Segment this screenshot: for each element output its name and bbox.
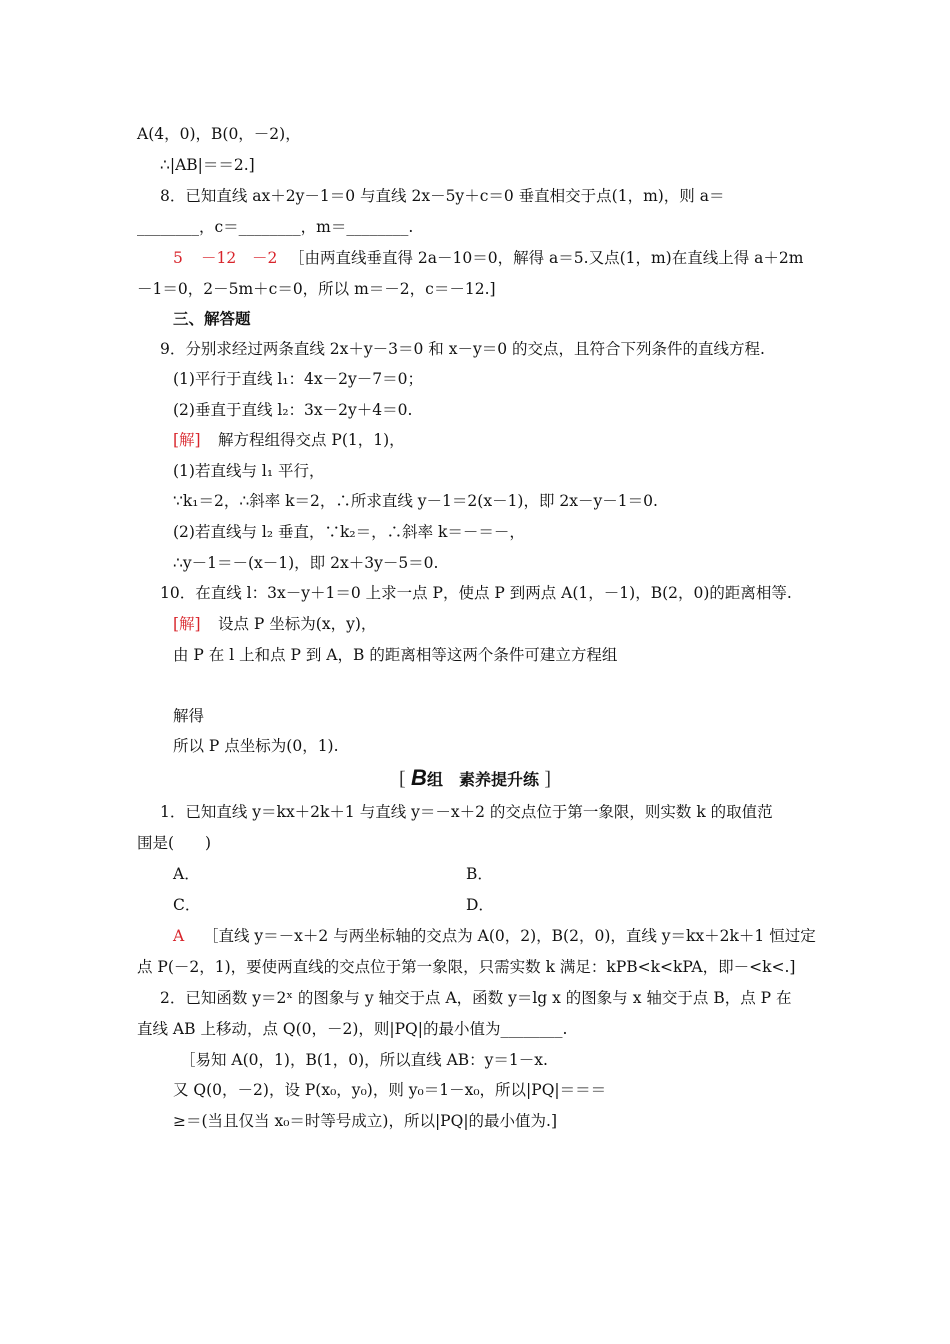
text-line: B． bbox=[466, 865, 493, 883]
section-banner bbox=[0, 766, 950, 792]
text-line: 解方程组得交点 P(1，1)， bbox=[218, 431, 405, 449]
text-line: 10．在直线 l：3x－y＋1＝0 上求一点 P，使点 P 到两点 A(1，－1)，B(2，0)的距离相等. bbox=[160, 584, 792, 602]
text-line: ________，c＝________，m＝________. bbox=[137, 218, 414, 236]
text-line: 1．已知直线 y＝kx＋2k＋1 与直线 y＝－x＋2 的交点位于第一象限，则实数 k 的取值范 bbox=[160, 803, 773, 821]
text-line: 三、解答题 bbox=[173, 310, 251, 328]
text-line: ∴y－1＝－(x－1)，即 2x＋3y－5＝0. bbox=[173, 554, 439, 572]
text-line: D． bbox=[466, 896, 494, 914]
text-line: A(4，0)，B(0，－2)， bbox=[137, 125, 301, 143]
text-line: ［易知 A(0，1)，B(1，0)，所以直线 AB：y＝1－x. bbox=[180, 1051, 548, 1069]
text-line: A． bbox=[173, 865, 200, 883]
text-line: －1＝0，2－5m＋c＝0，所以 m＝－2，c＝－12.] bbox=[137, 280, 496, 298]
banner-b-mark: B bbox=[411, 765, 427, 790]
text-line: ∴|AB|＝＝2.] bbox=[160, 156, 255, 174]
text-line: (1)平行于直线 l₁：4x－2y－7＝0； bbox=[173, 370, 423, 388]
text-line: ∵k₁＝2，∴斜率 k＝2，∴所求直线 y－1＝2(x－1)，即 2x－y－1＝0. bbox=[173, 492, 658, 510]
answer-mark: [解] bbox=[173, 431, 201, 449]
text-line: 直线 AB 上移动，点 Q(0，－2)，则|PQ|的最小值为________. bbox=[137, 1020, 568, 1038]
text-line: 由 P 在 l 上和点 P 到 A，B 的距离相等这两个条件可建立方程组 bbox=[173, 646, 618, 664]
text-line: 点 P(－2，1)，要使两直线的交点位于第一象限，只需实数 k 满足：kPB<k<kPA，即－<k<.] bbox=[137, 958, 796, 976]
text-line: (2)垂直于直线 l₂：3x－2y＋4＝0. bbox=[173, 401, 413, 419]
text-line: ［直线 y＝－x＋2 与两坐标轴的交点为 A(0，2)，B(2，0)，直线 y＝kx＋2k＋1 恒过定 bbox=[203, 927, 816, 945]
text-line: ［由两直线垂直得 2a－10＝0，解得 a＝5.又点(1，m)在直线上得 a＋2m bbox=[289, 249, 804, 267]
text-line: 解得 bbox=[173, 707, 205, 725]
banner-close-bracket: ] bbox=[544, 768, 552, 790]
banner-title: 组 素养提升练 bbox=[426, 770, 539, 789]
answer-mark: 5 bbox=[173, 249, 183, 267]
text-line: (1)若直线与 l₁ 平行， bbox=[173, 462, 325, 480]
text-line: 设点 P 坐标为(x，y)， bbox=[218, 615, 377, 633]
text-line: (2)若直线与 l₂ 垂直，∵k₂＝，∴斜率 k＝－＝－， bbox=[173, 523, 525, 541]
text-line: 围是( ) bbox=[137, 834, 212, 852]
text-line: 所以 P 点坐标为(0，1). bbox=[173, 737, 339, 755]
text-line: ≥＝(当且仅当 x₀＝时等号成立)，所以|PQ|的最小值为.] bbox=[173, 1112, 558, 1130]
text-line: 9．分别求经过两条直线 2x＋y－3＝0 和 x－y＝0 的交点，且符合下列条件的直线方程. bbox=[160, 340, 765, 358]
answer-mark: A bbox=[173, 927, 185, 945]
text-line: 8．已知直线 ax＋2y－1＝0 与直线 2x－5y＋c＝0 垂直相交于点(1，m)，则 a＝ bbox=[160, 187, 725, 205]
answer-mark: －2 bbox=[252, 249, 278, 267]
text-line: 2．已知函数 y＝2ˣ 的图象与 y 轴交于点 A，函数 y＝lg x 的图象与 x 轴交于点 B，点 P 在 bbox=[160, 989, 792, 1007]
answer-mark: －12 bbox=[201, 249, 237, 267]
banner-open-bracket: [ bbox=[398, 768, 406, 790]
text-line: 又 Q(0，－2)，设 P(x₀，y₀)，则 y₀＝1－x₀，所以|PQ|＝＝＝ bbox=[173, 1081, 607, 1099]
text-line: C． bbox=[173, 896, 201, 914]
answer-mark: [解] bbox=[173, 615, 201, 633]
